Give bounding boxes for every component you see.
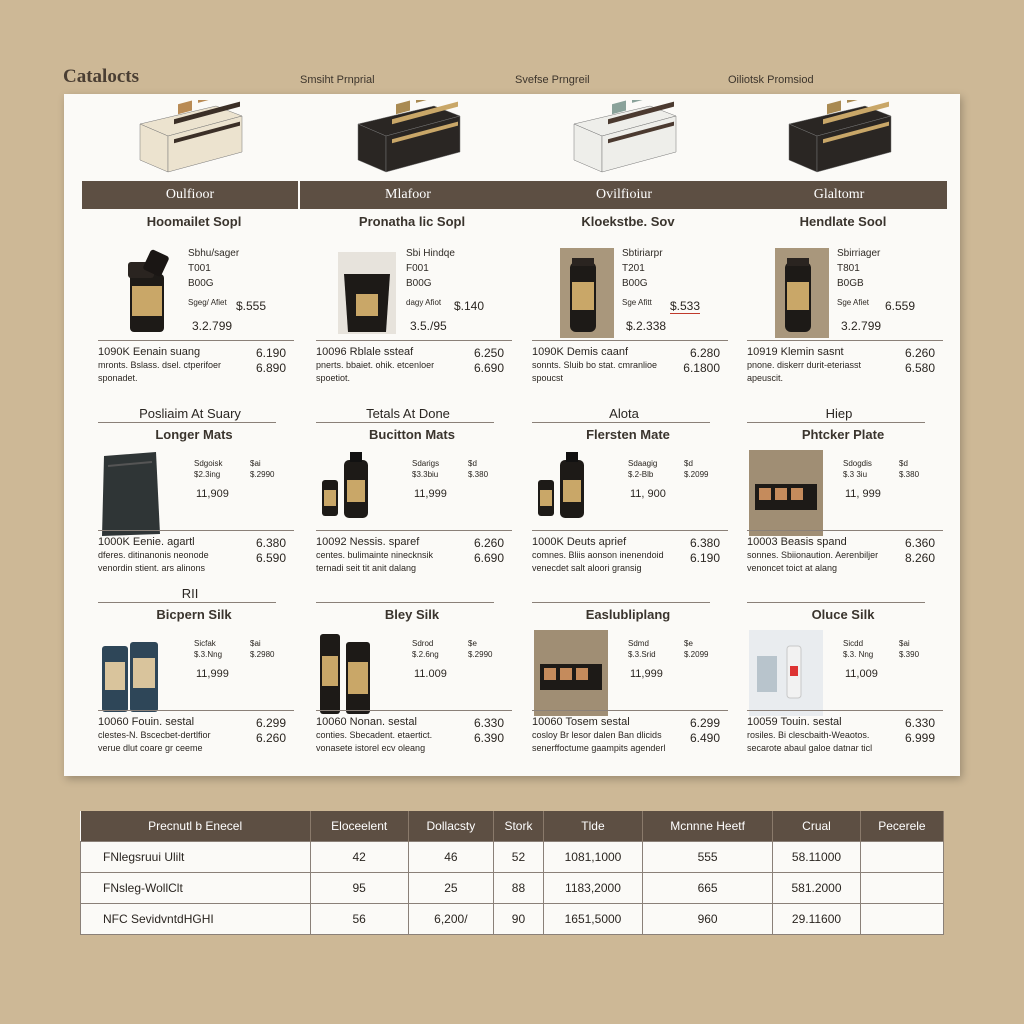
product-price: $.140 xyxy=(454,299,485,313)
detail-row xyxy=(532,716,728,755)
divider xyxy=(316,422,494,423)
detail-values xyxy=(474,346,504,376)
detail-line: ternadi seit tit anit dalang xyxy=(316,563,417,573)
divider xyxy=(747,340,943,341)
product-thumbnail xyxy=(550,244,614,338)
table-cell: 90 xyxy=(494,903,544,934)
table-cell xyxy=(860,872,943,903)
tab-1[interactable]: Smsiht Prnprial xyxy=(300,74,375,86)
price-line: $.390 xyxy=(899,650,920,659)
detail-value: 6.299 xyxy=(255,716,286,730)
detail-line: verue dlut coare gr ceeme xyxy=(98,743,203,753)
spec-line: $.3 3iu xyxy=(843,470,868,479)
detail-line: 1090K Eenain suang xyxy=(98,346,201,358)
table-cell: 56 xyxy=(310,903,408,934)
packaging-image xyxy=(783,100,895,181)
detail-value: 6.690 xyxy=(473,361,504,375)
column-header: Eloceelent xyxy=(310,811,408,841)
spec-line: $2.3ing xyxy=(194,470,221,479)
table-cell: 581.2000 xyxy=(773,872,861,903)
price-line: $.380 xyxy=(899,470,920,479)
detail-value: 6.360 xyxy=(904,536,935,550)
detail-line: comnes. Bliis aonson inenendoid xyxy=(532,550,664,560)
table-cell: 58.11000 xyxy=(773,841,861,872)
detail-line: 10919 Klemin sasnt xyxy=(747,346,844,358)
product-thumbnail xyxy=(116,244,180,338)
spec-line: B00G xyxy=(406,278,432,289)
detail-row xyxy=(98,716,294,755)
product-thumbnail xyxy=(316,626,394,720)
detail-line: venordin stient. ars alinons xyxy=(98,563,206,573)
price-line: $.2990 xyxy=(468,650,493,659)
detail-values xyxy=(690,716,720,746)
summary-table xyxy=(80,811,944,935)
spec-line: B00G xyxy=(188,278,214,289)
table-cell: 29.11600 xyxy=(773,903,861,934)
tab-3[interactable]: Oiliotsk Promsiod xyxy=(728,74,814,86)
price-line: $d xyxy=(468,459,477,468)
column-header: Precnutl b Enecel xyxy=(81,811,311,841)
price-line: $.2980 xyxy=(250,650,275,659)
column-header: Dollacsty xyxy=(408,811,493,841)
packaging-image xyxy=(568,100,680,181)
detail-line: clestes-N. Bscecbet-dertlfior xyxy=(98,730,211,740)
table-cell: 960 xyxy=(643,903,773,934)
table-header-row xyxy=(81,811,944,841)
product-total: 11,909 xyxy=(196,488,229,500)
product-title: Bicpern Silk xyxy=(156,607,232,622)
spec-line: B00G xyxy=(622,278,648,289)
detail-value: 6.390 xyxy=(473,731,504,745)
detail-line: pnone. diskerr durit-eteriasst xyxy=(747,360,862,370)
divider xyxy=(532,340,728,341)
category-title: RII xyxy=(181,586,199,601)
detail-value: 6.260 xyxy=(473,536,504,550)
spec-line: Sdgoisk xyxy=(194,459,223,468)
price-list xyxy=(899,458,919,480)
column-header: Ovilfioiur xyxy=(516,181,732,209)
detail-values xyxy=(683,346,720,376)
divider xyxy=(98,340,294,341)
price-line: $.2990 xyxy=(250,470,275,479)
spec-line: T001 xyxy=(188,263,211,274)
product-thumbnail xyxy=(98,446,176,540)
detail-value: 6.580 xyxy=(904,361,935,375)
price-line: $d xyxy=(684,459,693,468)
divider xyxy=(532,530,728,531)
spec-list xyxy=(412,458,439,480)
detail-values xyxy=(905,536,935,566)
detail-row xyxy=(747,536,943,575)
table-cell: 665 xyxy=(643,872,773,903)
detail-line: 1000K Eenie. agartl xyxy=(98,536,195,548)
product-total: 11,999 xyxy=(414,488,447,500)
price-line: $.2099 xyxy=(684,470,709,479)
divider xyxy=(316,530,512,531)
detail-line: 10003 Beasis spand xyxy=(747,536,847,548)
spec-list xyxy=(188,246,239,310)
spec-list xyxy=(406,246,455,310)
spec-line: Sdogdis xyxy=(843,459,872,468)
spec-line: $3.3biu xyxy=(412,470,439,479)
column-header: Tlde xyxy=(543,811,642,841)
product-title: Kloekstbe. Sov xyxy=(581,214,675,229)
product-title: Easlubliplang xyxy=(585,607,671,622)
detail-value: 6.330 xyxy=(473,716,504,730)
product-thumbnail xyxy=(747,626,825,720)
spec-line: Sbirriager xyxy=(837,248,881,259)
price-list xyxy=(468,458,488,480)
spec-line: Sicdd xyxy=(843,639,864,648)
detail-line: venoncet toict at alang xyxy=(747,563,838,573)
detail-value: 6.690 xyxy=(473,551,504,565)
detail-value: 6.250 xyxy=(473,346,504,360)
category-title: Posliaim At Suary xyxy=(139,406,241,421)
table-cell: 6,200/ xyxy=(408,903,493,934)
detail-line: sonnes. Sbiionaution. Aerenbiljer xyxy=(747,550,879,560)
detail-line: secarote abaul galoe datnar ticl xyxy=(747,743,873,753)
column-header: Stork xyxy=(494,811,544,841)
detail-value: 6.280 xyxy=(689,346,720,360)
detail-line: 1000K Deuts aprief xyxy=(532,536,627,548)
product-title: Pronatha lic Sopl xyxy=(358,214,466,229)
spec-line: Sdmd xyxy=(628,639,649,648)
column-header: Glaltomr xyxy=(731,181,947,209)
divider xyxy=(747,710,943,711)
spec-note: Sge Afiet xyxy=(837,298,870,307)
divider xyxy=(98,422,276,423)
spec-list xyxy=(843,638,873,660)
product-sub-price: $.2.338 xyxy=(626,319,667,333)
detail-value: 6.190 xyxy=(255,346,286,360)
detail-row xyxy=(316,536,512,575)
table-row xyxy=(81,841,944,872)
spec-line: Sbtiriarpr xyxy=(622,248,663,259)
spec-line: $.2-Blb xyxy=(628,470,654,479)
price-list xyxy=(684,458,708,480)
detail-value: 6.1800 xyxy=(683,361,720,375)
table-cell: FNlegsruui Ulilt xyxy=(81,841,311,872)
column-header: Pecerele xyxy=(860,811,943,841)
divider xyxy=(747,530,943,531)
spec-list xyxy=(194,638,222,660)
divider xyxy=(316,602,494,603)
price-line: $d xyxy=(899,459,908,468)
detail-value: 8.260 xyxy=(904,551,935,565)
product-sub-price: 3.2.799 xyxy=(192,319,233,333)
divider xyxy=(98,710,294,711)
spec-line: $.3. Nng xyxy=(843,650,874,659)
detail-value: 6.260 xyxy=(904,346,935,360)
spec-note: Sge Afitt xyxy=(622,298,652,307)
detail-line: 10059 Touin. sestal xyxy=(747,716,842,728)
detail-values xyxy=(690,536,720,566)
spec-list xyxy=(628,638,656,660)
price-line: $ai xyxy=(250,639,261,648)
table-cell: 1081,1000 xyxy=(543,841,642,872)
detail-row xyxy=(747,716,943,755)
divider xyxy=(532,422,710,423)
catalog-column xyxy=(516,94,732,776)
divider xyxy=(532,710,728,711)
table-cell: 1651,5000 xyxy=(543,903,642,934)
divider xyxy=(316,710,512,711)
detail-line: spoetiot. xyxy=(316,373,351,383)
detail-line: 1090K Demis caanf xyxy=(532,346,628,358)
detail-value: 6.260 xyxy=(255,731,286,745)
table-cell: 1183,2000 xyxy=(543,872,642,903)
product-title: Flersten Mate xyxy=(586,427,670,442)
table-cell xyxy=(860,903,943,934)
spec-line: Sdarigs xyxy=(412,459,440,468)
spec-list xyxy=(194,458,222,480)
price-list xyxy=(250,638,274,660)
detail-line: cosloy Br lesor dalen Ban dlicids xyxy=(532,730,662,740)
product-title: Phtcker Plate xyxy=(801,427,885,442)
divider xyxy=(747,602,925,603)
price-list xyxy=(899,638,919,660)
detail-value: 6.490 xyxy=(689,731,720,745)
catalog-column xyxy=(300,94,516,776)
table-cell: 52 xyxy=(494,841,544,872)
catalog-column xyxy=(82,94,298,776)
divider xyxy=(98,602,276,603)
detail-line: sponadet. xyxy=(98,373,138,383)
product-thumbnail xyxy=(747,446,825,540)
product-total: 11.009 xyxy=(414,668,447,680)
category-title: Hiep xyxy=(825,406,853,421)
detail-line: apeuscit. xyxy=(747,373,784,383)
column-header: Oulfioor xyxy=(82,181,298,209)
spec-note: Sgeg/ Afiet xyxy=(188,298,227,307)
spec-line: Sdaagig xyxy=(628,459,658,468)
product-price: 6.559 xyxy=(885,299,916,313)
detail-values xyxy=(474,536,504,566)
divider xyxy=(747,422,925,423)
detail-value: 6.330 xyxy=(904,716,935,730)
table-row xyxy=(81,903,944,934)
detail-line: 10060 Nonan. sestal xyxy=(316,716,417,728)
column-header: Mlafoor xyxy=(300,181,516,209)
detail-values xyxy=(474,716,504,746)
table-cell: 95 xyxy=(310,872,408,903)
detail-value: 6.890 xyxy=(255,361,286,375)
detail-row xyxy=(316,716,512,755)
table-cell xyxy=(860,841,943,872)
product-thumbnail xyxy=(316,446,394,540)
table-cell: FNsleg-WollClt xyxy=(81,872,311,903)
spec-note: dagy Afiot xyxy=(406,298,442,307)
product-total: 11,999 xyxy=(630,668,663,680)
detail-values xyxy=(256,716,286,746)
table-row xyxy=(81,872,944,903)
product-sub-price: 3.2.799 xyxy=(841,319,882,333)
product-total: 11, 999 xyxy=(845,488,881,500)
divider xyxy=(316,340,512,341)
product-title: Hendlate Sool xyxy=(799,214,887,229)
spec-list xyxy=(837,246,880,310)
detail-line: pnerts. bbaiet. ohik. etcenloer xyxy=(316,360,435,370)
spec-line: T801 xyxy=(837,263,860,274)
packaging-image xyxy=(352,100,464,181)
product-thumbnail xyxy=(334,244,398,338)
product-thumbnail xyxy=(98,626,176,720)
table-cell: NFC SevidvntdHGHI xyxy=(81,903,311,934)
column-header: Crual xyxy=(773,811,861,841)
page-title: Catalocts xyxy=(63,66,139,87)
table-cell: 88 xyxy=(494,872,544,903)
spec-line: Sdrod xyxy=(412,639,434,648)
divider xyxy=(532,602,710,603)
product-price: $.555 xyxy=(236,299,267,313)
spec-line: Sbi Hindqe xyxy=(406,248,455,259)
price-list xyxy=(468,638,492,660)
detail-values xyxy=(256,536,286,566)
product-total: 11, 900 xyxy=(630,488,666,500)
detail-line: rosiles. Bi clescbaith-Weaotos. xyxy=(747,730,870,740)
product-title: Bley Silk xyxy=(384,607,440,622)
catalog-column xyxy=(731,94,947,776)
product-title: Oluce Silk xyxy=(811,607,875,622)
detail-line: sonnts. Sluib bo stat. cmranlioe xyxy=(532,360,658,370)
product-title: Hoomailet Sopl xyxy=(146,214,242,229)
spec-line: T201 xyxy=(622,263,645,274)
spec-list xyxy=(628,458,657,480)
product-total: 11,999 xyxy=(196,668,229,680)
product-thumbnail xyxy=(765,244,829,338)
detail-line: 10060 Tosem sestal xyxy=(532,716,630,728)
detail-row xyxy=(532,346,728,385)
price-line: $.2099 xyxy=(684,650,709,659)
spec-line: Sbhu/sager xyxy=(188,248,240,259)
product-title: Longer Mats xyxy=(155,427,233,442)
detail-row xyxy=(532,536,728,575)
spec-line: $.3.Nng xyxy=(194,650,223,659)
detail-line: 10096 Rblale ssteaf xyxy=(316,346,414,358)
detail-line: 10060 Fouin. sestal xyxy=(98,716,195,728)
spec-line: Sicfak xyxy=(194,639,216,648)
table-cell: 555 xyxy=(643,841,773,872)
table-cell: 46 xyxy=(408,841,493,872)
product-price: $.533 xyxy=(670,299,701,313)
detail-row xyxy=(316,346,512,385)
spec-list xyxy=(412,638,439,660)
detail-value: 6.999 xyxy=(904,731,935,745)
category-title: Tetals At Done xyxy=(366,406,450,421)
table-cell: 25 xyxy=(408,872,493,903)
detail-row xyxy=(747,346,943,385)
spec-list xyxy=(622,246,663,310)
detail-line: dferes. ditinanonis neonode xyxy=(98,550,209,560)
column-header: Mcnnne Heetf xyxy=(643,811,773,841)
spec-line: $.3.Srid xyxy=(628,650,656,659)
detail-line: vonasete istorel ecv oleang xyxy=(316,743,426,753)
price-line: $ai xyxy=(250,459,261,468)
price-line: $ai xyxy=(899,639,910,648)
catalog-sheet xyxy=(64,94,960,776)
price-line: $e xyxy=(684,639,693,648)
spec-line: $.2.6ng xyxy=(412,650,439,659)
detail-row xyxy=(98,536,294,575)
product-sub-price: 3.5./95 xyxy=(410,319,447,333)
detail-line: 10092 Nessis. sparef xyxy=(316,536,420,548)
detail-values xyxy=(256,346,286,376)
price-list xyxy=(250,458,274,480)
price-list xyxy=(684,638,708,660)
detail-line: venecdet salt aloori gransig xyxy=(532,563,642,573)
product-total: 11,009 xyxy=(845,668,878,680)
detail-value: 6.380 xyxy=(255,536,286,550)
product-thumbnail xyxy=(532,626,610,720)
detail-line: spoucst xyxy=(532,373,564,383)
detail-line: mronts. Bslass. dsel. ctperifoer xyxy=(98,360,222,370)
table-cell: 42 xyxy=(310,841,408,872)
price-line: $.380 xyxy=(468,470,489,479)
detail-value: 6.380 xyxy=(689,536,720,550)
product-thumbnail xyxy=(532,446,610,540)
divider xyxy=(98,530,294,531)
detail-values xyxy=(905,716,935,746)
detail-line: senerffoctume gaampits agenderl xyxy=(532,743,666,753)
spec-line: F001 xyxy=(406,263,429,274)
detail-values xyxy=(905,346,935,376)
detail-line: conties. Sbecadent. etaertict. xyxy=(316,730,433,740)
product-title: Bucitton Mats xyxy=(369,427,455,442)
detail-row xyxy=(98,346,294,385)
price-line: $e xyxy=(468,639,477,648)
detail-value: 6.590 xyxy=(255,551,286,565)
detail-value: 6.299 xyxy=(689,716,720,730)
spec-list xyxy=(843,458,872,480)
tab-2[interactable]: Svefse Prngreil xyxy=(515,74,590,86)
category-title: Alota xyxy=(609,406,639,421)
detail-value: 6.190 xyxy=(689,551,720,565)
detail-line: centes. bulimainte ninecknsik xyxy=(316,550,434,560)
packaging-image xyxy=(134,100,246,181)
spec-line: B0GB xyxy=(837,278,864,289)
